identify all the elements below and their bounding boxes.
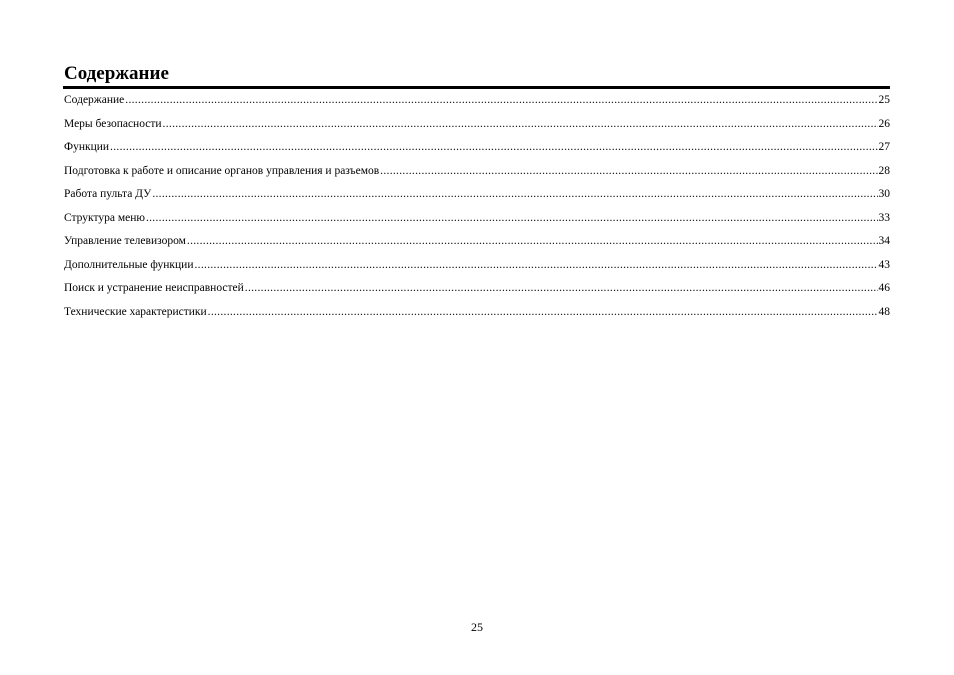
- toc-entry-page: 26: [878, 117, 890, 130]
- toc-entry-page: 43: [878, 258, 890, 271]
- toc-dot-leader: [163, 115, 878, 133]
- toc-dot-leader: [110, 138, 877, 156]
- page-number: 25: [471, 620, 483, 634]
- toc-entry-label: Управление телевизором: [64, 235, 186, 247]
- toc-entry-page: 27: [878, 141, 890, 153]
- toc-entry[interactable]: [64, 185, 890, 209]
- toc-dot-leader: [125, 91, 877, 109]
- toc-dot-leader: [380, 162, 877, 180]
- toc-entry[interactable]: [64, 209, 890, 233]
- toc-entry-label: Структура меню: [64, 211, 145, 224]
- toc-entry[interactable]: [64, 138, 890, 162]
- page-title: Содержание: [64, 63, 169, 84]
- toc-entry-page: 25: [878, 94, 890, 106]
- toc-entry-label: Работа пульта ДУ: [64, 188, 152, 200]
- toc-entry[interactable]: [64, 115, 890, 139]
- toc-dot-leader: [146, 209, 878, 227]
- toc-entry[interactable]: [64, 256, 890, 280]
- toc-entry-label: Дополнительные функции: [64, 258, 194, 271]
- toc-entry-label: Меры безопасности: [64, 117, 162, 130]
- toc-entry-label: Подготовка к работе и описание органов управления и разъемов: [64, 164, 380, 177]
- toc-entry-page: 33: [878, 211, 890, 224]
- toc-entry[interactable]: [64, 91, 890, 115]
- toc-dot-leader: [187, 232, 878, 250]
- toc-entry-label: Технические характеристики: [64, 305, 207, 318]
- toc-entry-page: 28: [878, 164, 890, 177]
- toc-dot-leader: [208, 303, 878, 321]
- title-rule: [63, 86, 890, 89]
- toc-entry-label: Содержание: [64, 94, 125, 106]
- toc-entry[interactable]: [64, 303, 890, 327]
- toc-entry-page: 46: [878, 282, 890, 294]
- toc-entry[interactable]: [64, 162, 890, 186]
- toc-dot-leader: [195, 256, 878, 274]
- toc-dot-leader: [152, 185, 877, 203]
- toc-entry-page: 34: [878, 235, 890, 247]
- table-of-contents: [64, 91, 890, 326]
- toc-entry[interactable]: [64, 232, 890, 256]
- toc-entry-label: Поиск и устранение неисправностей: [64, 282, 244, 294]
- toc-entry-page: 48: [878, 305, 890, 318]
- toc-dot-leader: [245, 279, 878, 297]
- toc-entry-label: Функции: [64, 141, 110, 153]
- toc-entry-page: 30: [878, 188, 890, 200]
- toc-entry[interactable]: [64, 279, 890, 303]
